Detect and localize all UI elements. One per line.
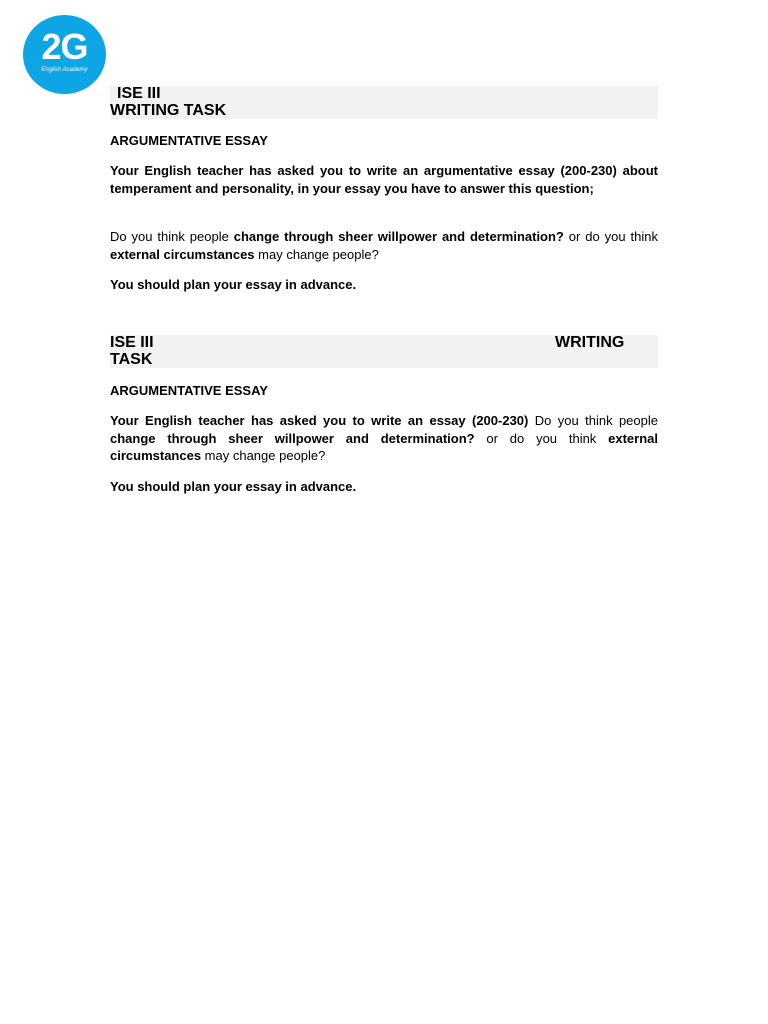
section2-title: ARGUMENTATIVE ESSAY	[110, 383, 268, 398]
section2-intro	[110, 412, 658, 465]
section2-intro-bold: Your English teacher has asked you to write an essay (200-230)	[110, 413, 529, 428]
logo-mark: 2G	[41, 26, 88, 67]
section1-title: ARGUMENTATIVE ESSAY	[110, 133, 268, 148]
section1-q-bold2: external circumstances	[110, 246, 255, 262]
logo-subtitle: English Academy	[41, 67, 88, 73]
section1-header	[110, 86, 658, 119]
section1-q-part1: Do you think people	[110, 229, 234, 244]
section1-question	[110, 228, 658, 263]
section1-q-part3: may change people?	[254, 246, 379, 262]
section1-q-part2: or do you think	[563, 229, 658, 244]
section2-q-bold2: external circumstances	[110, 430, 658, 463]
section2-q-part3: may change people?	[201, 448, 326, 463]
section1-header-level: ISE III	[117, 85, 161, 102]
section1-intro: Your English teacher has asked you to write an argumentative essay (200-230) about temperament and personality, in your essay you have to answer this question;	[110, 163, 658, 196]
section2-plan: You should plan your essay in advance.	[110, 479, 357, 494]
section2-q-bold1: change through sheer willpower and determination?	[110, 430, 475, 446]
section2-header-writing: WRITING	[555, 334, 625, 351]
section2-header-task: TASK	[110, 351, 153, 368]
section2-q-part1: Do you think people	[528, 413, 658, 428]
section2-header-level: ISE III	[110, 334, 154, 351]
section2-header	[110, 335, 658, 368]
section1-header-task: WRITING TASK	[110, 102, 227, 119]
section1-plan: You should plan your essay in advance.	[110, 277, 357, 292]
section1-q-bold1: change through sheer willpower and determination?	[233, 229, 564, 244]
section2-q-part2: or do you think	[474, 430, 609, 446]
academy-logo	[23, 15, 106, 94]
